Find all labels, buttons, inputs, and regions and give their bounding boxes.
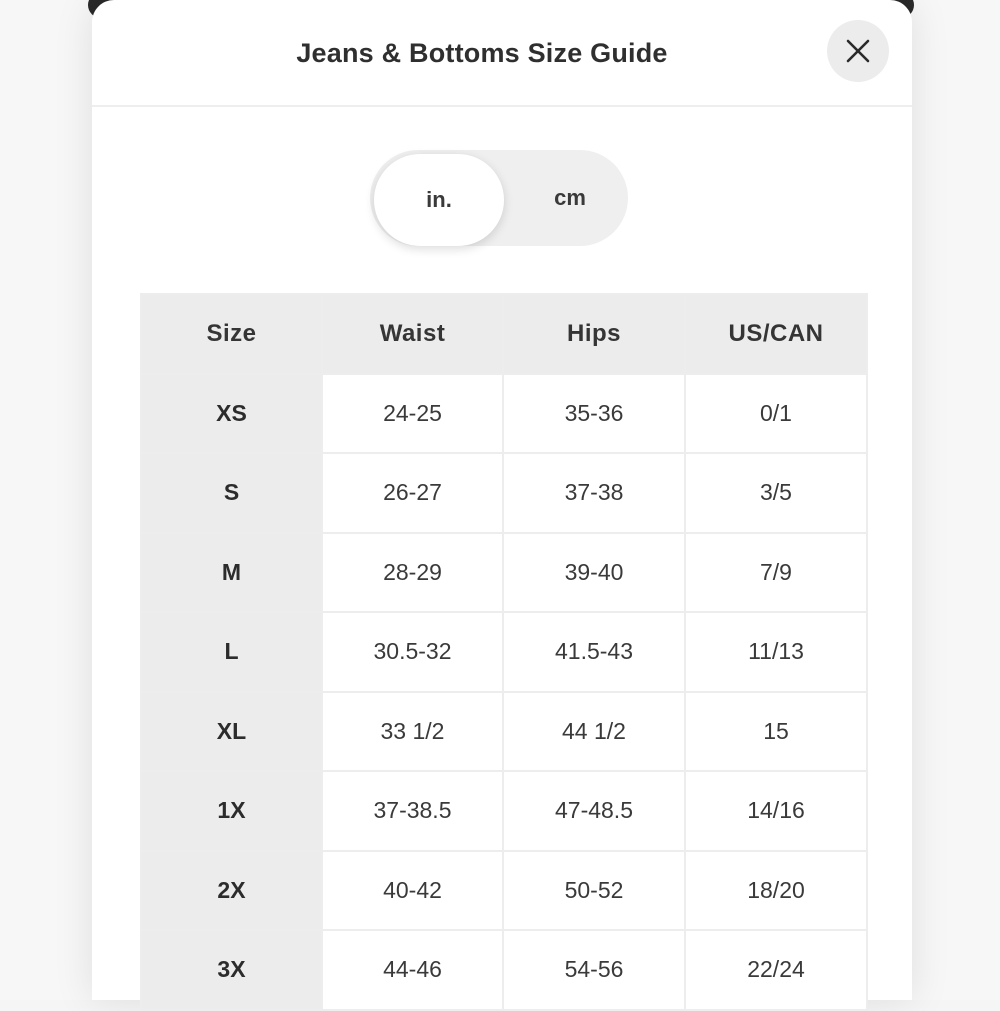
us-can-cell: 14/16 bbox=[685, 771, 867, 851]
header-size: Size bbox=[141, 294, 322, 374]
modal-header bbox=[92, 0, 912, 107]
hips-cell: 41.5-43 bbox=[503, 612, 685, 692]
close-icon bbox=[845, 38, 871, 64]
waist-cell: 44-46 bbox=[322, 930, 503, 1010]
size-cell: S bbox=[141, 453, 322, 533]
hips-cell: 35-36 bbox=[503, 374, 685, 454]
table-row bbox=[141, 851, 867, 931]
table-row bbox=[141, 533, 867, 613]
table-header-row bbox=[141, 294, 867, 374]
size-cell: 2X bbox=[141, 851, 322, 931]
us-can-cell: 3/5 bbox=[685, 453, 867, 533]
size-cell: XS bbox=[141, 374, 322, 454]
hips-cell: 50-52 bbox=[503, 851, 685, 931]
hips-cell: 47-48.5 bbox=[503, 771, 685, 851]
waist-cell: 37-38.5 bbox=[322, 771, 503, 851]
size-guide-modal bbox=[92, 0, 912, 1000]
unit-toggle[interactable] bbox=[370, 150, 628, 246]
waist-cell: 26-27 bbox=[322, 453, 503, 533]
waist-cell: 33 1/2 bbox=[322, 692, 503, 772]
table-row bbox=[141, 692, 867, 772]
close-button[interactable] bbox=[827, 20, 889, 82]
table-row bbox=[141, 771, 867, 851]
header-waist: Waist bbox=[322, 294, 503, 374]
header-hips: Hips bbox=[503, 294, 685, 374]
size-cell: L bbox=[141, 612, 322, 692]
waist-cell: 28-29 bbox=[322, 533, 503, 613]
waist-cell: 30.5-32 bbox=[322, 612, 503, 692]
size-cell: M bbox=[141, 533, 322, 613]
size-cell: 3X bbox=[141, 930, 322, 1010]
hips-cell: 44 1/2 bbox=[503, 692, 685, 772]
table-row bbox=[141, 612, 867, 692]
hips-cell: 54-56 bbox=[503, 930, 685, 1010]
table-row bbox=[141, 930, 867, 1010]
us-can-cell: 15 bbox=[685, 692, 867, 772]
hips-cell: 39-40 bbox=[503, 533, 685, 613]
waist-cell: 40-42 bbox=[322, 851, 503, 931]
us-can-cell: 7/9 bbox=[685, 533, 867, 613]
modal-title: Jeans & Bottoms Size Guide bbox=[296, 38, 668, 68]
us-can-cell: 18/20 bbox=[685, 851, 867, 931]
us-can-cell: 22/24 bbox=[685, 930, 867, 1010]
header-us-can: US/CAN bbox=[685, 294, 867, 374]
us-can-cell: 0/1 bbox=[685, 374, 867, 454]
table-row bbox=[141, 374, 867, 454]
size-cell: XL bbox=[141, 692, 322, 772]
waist-cell: 24-25 bbox=[322, 374, 503, 454]
size-cell: 1X bbox=[141, 771, 322, 851]
us-can-cell: 11/13 bbox=[685, 612, 867, 692]
table-row bbox=[141, 453, 867, 533]
unit-option-in[interactable]: in. bbox=[374, 154, 504, 246]
unit-option-cm[interactable]: cm bbox=[554, 185, 586, 210]
size-chart-table bbox=[140, 293, 868, 1011]
hips-cell: 37-38 bbox=[503, 453, 685, 533]
